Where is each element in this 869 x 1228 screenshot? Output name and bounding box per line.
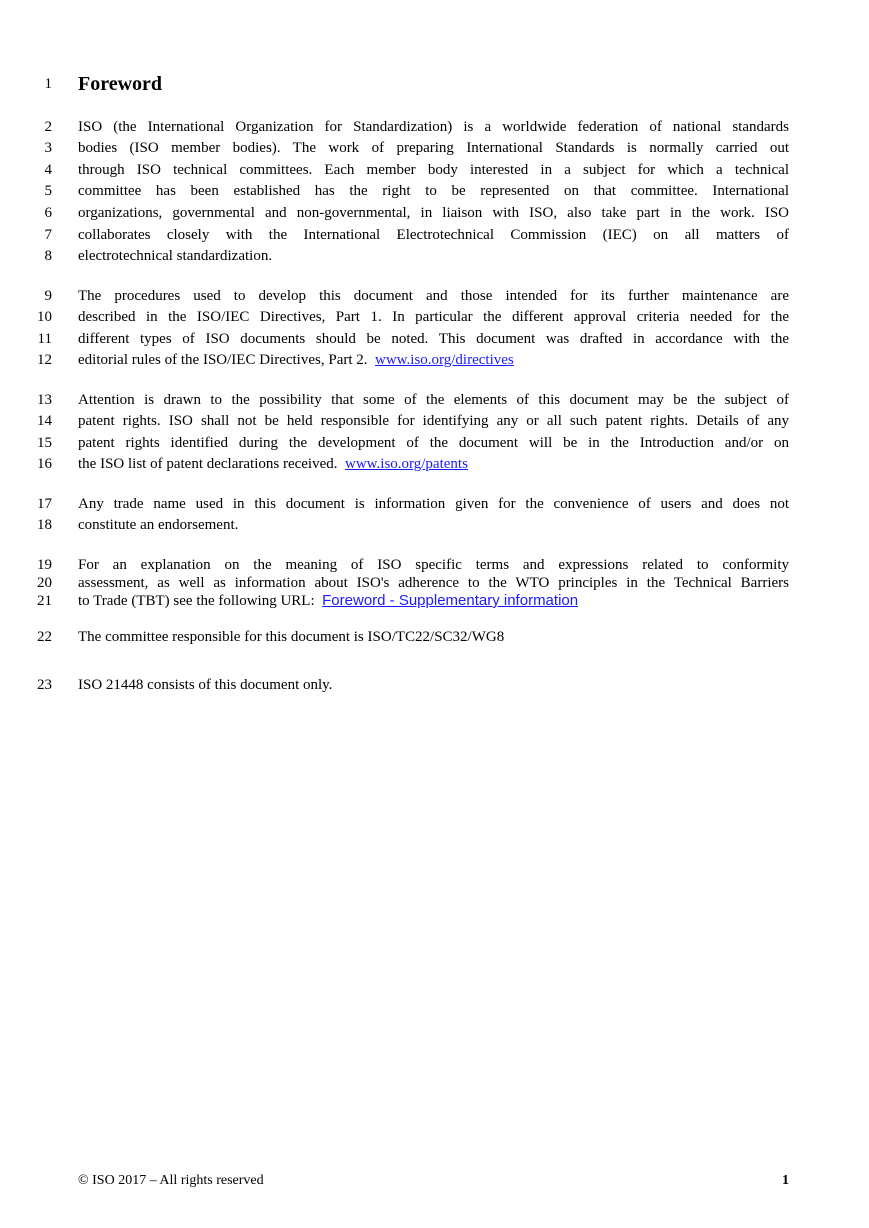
- paragraph-text: patent rights. ISO shall not be held responsible for identifying any or all such patent rights. Details of any: [78, 413, 789, 429]
- paragraph-text: The committee responsible for this document is ISO/TC22/SC32/WG8: [78, 629, 505, 645]
- paragraph-text: ISO (the International Organization for Standardization) is a worldwide federation of national standards: [78, 119, 789, 135]
- line-4: [0, 160, 869, 180]
- patents-link[interactable]: www.iso.org/patents: [345, 456, 468, 472]
- paragraph-text: ISO 21448 consists of this document only.: [78, 677, 333, 693]
- paragraph-text: constitute an endorsement.: [78, 517, 239, 533]
- line-18: [0, 515, 869, 535]
- line-number: 3: [44, 140, 52, 156]
- line-5: [0, 181, 869, 201]
- line-9: [0, 286, 869, 306]
- directives-link[interactable]: www.iso.org/directives: [375, 352, 514, 368]
- paragraph-text: Attention is drawn to the possibility that some of the elements of this document may be the subject of: [78, 392, 789, 408]
- line-number: 19: [37, 557, 52, 573]
- line-number: 7: [44, 227, 52, 243]
- line-2: [0, 117, 869, 137]
- line-19: [0, 555, 869, 575]
- line-20: [0, 573, 869, 593]
- line-number: 8: [44, 248, 52, 264]
- paragraph-text: described in the ISO/IEC Directives, Part 1. In particular the different approval criteria needed for the: [78, 309, 789, 325]
- line-number: 21: [37, 593, 52, 609]
- line-11: [0, 329, 869, 349]
- paragraph-text: electrotechnical standardization.: [78, 248, 273, 264]
- line-15: [0, 433, 869, 453]
- paragraph-text: collaborates closely with the International Electrotechnical Commission (IEC) on all matters of: [78, 227, 789, 243]
- paragraph-text-start: to Trade (TBT) see the following URL:: [78, 593, 315, 609]
- paragraph-text: The procedures used to develop this document and those intended for its further maintenance are: [78, 288, 789, 304]
- line-1: [0, 72, 869, 95]
- paragraph-text: assessment, as well as information about ISO's adherence to the WTO principles in the Technical Barriers: [78, 575, 789, 591]
- line-number: 13: [37, 392, 52, 408]
- line-6: [0, 203, 869, 223]
- paragraph-text: patent rights identified during the development of the document will be in the Introduction and/or on: [78, 435, 789, 451]
- line-13: [0, 390, 869, 410]
- line-number: 12: [37, 352, 52, 368]
- line-number: 16: [37, 456, 52, 472]
- line-10: [0, 307, 869, 327]
- paragraph-text: different types of ISO documents should be noted. This document was drafted in accordance with the: [78, 331, 789, 347]
- line-number: 9: [44, 288, 52, 304]
- paragraph-text: through ISO technical committees. Each member body interested in a subject for which a technical: [78, 162, 789, 178]
- line-14: [0, 411, 869, 431]
- page-title: Foreword: [78, 73, 163, 95]
- paragraph-text: For an explanation on the meaning of ISO specific terms and expressions related to conformity: [78, 557, 789, 573]
- line-21: [0, 591, 869, 611]
- line-number: 15: [37, 435, 52, 451]
- paragraph-text: organizations, governmental and non-governmental, in liaison with ISO, also take part in the work. ISO: [78, 205, 789, 221]
- paragraph-text-start: editorial rules of the ISO/IEC Directives, Part 2.: [78, 352, 368, 368]
- line-number: 14: [37, 413, 52, 429]
- paragraph-text: bodies (ISO member bodies). The work of preparing International Standards is normally carried out: [78, 140, 789, 156]
- paragraph-text: [78, 454, 789, 474]
- page-number: 1: [782, 1173, 789, 1188]
- paragraph-text: [78, 591, 789, 611]
- line-number: 22: [37, 629, 52, 645]
- paragraph-text-start: the ISO list of patent declarations received.: [78, 456, 338, 472]
- line-number: 23: [37, 677, 52, 693]
- paragraph-text: [78, 350, 789, 370]
- line-number: 1: [44, 76, 52, 92]
- line-number: 6: [44, 205, 52, 221]
- line-number: 4: [44, 162, 52, 178]
- line-23: [0, 675, 869, 695]
- copyright-footer: © ISO 2017 – All rights reserved: [78, 1173, 264, 1188]
- line-number: 18: [37, 517, 52, 533]
- line-3: [0, 138, 869, 158]
- line-number: 10: [37, 309, 52, 325]
- line-number: 2: [44, 119, 52, 135]
- line-number: 5: [44, 183, 52, 199]
- paragraph-text: committee has been established has the right to be represented on that committee. International: [78, 183, 789, 199]
- line-7: [0, 225, 869, 245]
- line-12: [0, 350, 869, 370]
- line-8: [0, 246, 869, 266]
- line-number: 20: [37, 575, 52, 591]
- line-22: [0, 627, 869, 647]
- line-16: [0, 454, 869, 474]
- line-number: 11: [37, 331, 52, 347]
- paragraph-text: Any trade name used in this document is information given for the convenience of users and does not: [78, 496, 789, 512]
- line-17: [0, 494, 869, 514]
- supplementary-info-link[interactable]: Foreword - Supplementary information: [322, 592, 579, 609]
- line-number: 17: [37, 496, 52, 512]
